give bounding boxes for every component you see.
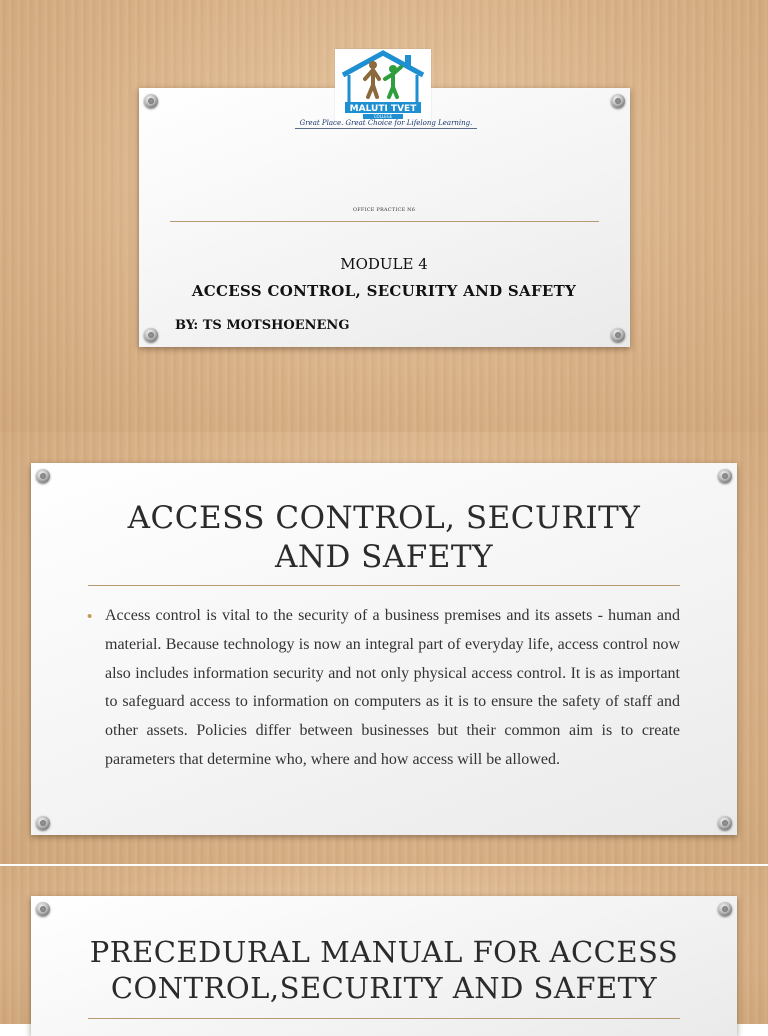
pin-icon — [144, 94, 158, 108]
pin-icon — [718, 902, 732, 916]
slide-title-line: AND SAFETY — [274, 539, 494, 575]
pin-icon — [144, 328, 158, 342]
pin-icon — [611, 328, 625, 342]
divider — [88, 585, 680, 586]
module-title: ACCESS CONTROL, SECURITY AND SAFETY — [191, 282, 577, 300]
slide-title — [60, 499, 708, 577]
college-logo — [335, 49, 431, 123]
slide-title-line: CONTROL,SECURITY AND SAFETY — [110, 971, 658, 1005]
bullet-text: Access control is vital to the security of a business premises and its assets - human and material. Because technology is now an integral part of everyday life, access control now also includes information security and not only physical access control. It is as important to safeguard access to information on computers as it is to ensure the safety of staff and other assets. Policies differ between businesses but their common aim is to create parameters that determine who, where and how access will be allowed. — [105, 607, 680, 768]
divider — [170, 221, 599, 222]
slide-title-line: ACCESS CONTROL, SECURITY — [127, 500, 641, 536]
divider — [88, 1018, 680, 1019]
pin-icon — [36, 816, 50, 830]
author-line: BY: TS MOTSHOENENG — [175, 318, 350, 333]
pin-icon — [718, 816, 732, 830]
course-name: OFFICE PRACTICE N6 — [352, 207, 416, 213]
slide-title — [40, 934, 728, 1006]
logo-house-icon — [335, 49, 431, 123]
pin-icon — [36, 469, 50, 483]
pin-icon — [36, 902, 50, 916]
college-tagline: Great Place. Great Choice for Lifelong Learning. — [295, 119, 477, 129]
logo-college-sub: COLLEGE — [373, 114, 393, 119]
bullet-icon: • — [87, 608, 93, 625]
logo-college-name: MALUTI TVET — [349, 104, 417, 114]
pin-icon — [718, 469, 732, 483]
module-number: MODULE 4 — [340, 255, 428, 273]
slide-title-line: PRECEDURAL MANUAL FOR ACCESS — [89, 935, 679, 969]
pin-icon — [611, 94, 625, 108]
